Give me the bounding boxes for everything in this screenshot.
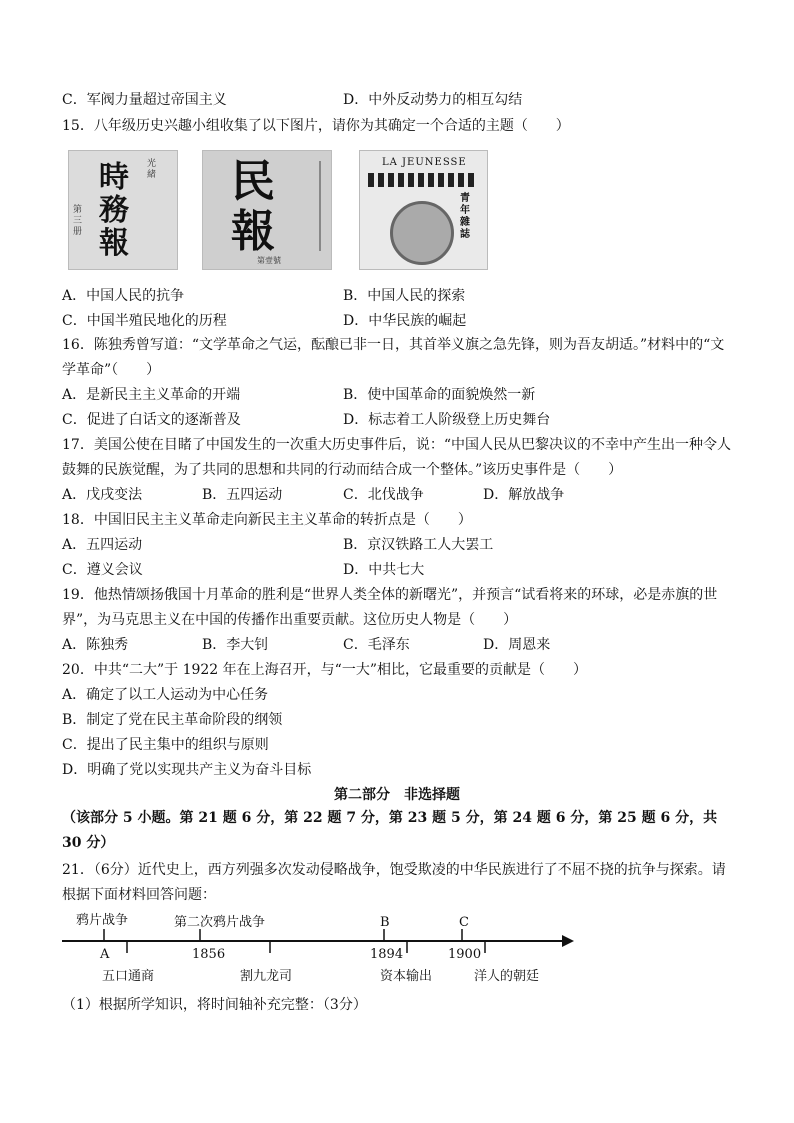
shiwubao-note: 第三册 — [73, 205, 83, 237]
timeline-bottom-3: 洋人的朝廷 — [474, 969, 540, 984]
q16-line1: 16．陈独秀曾写道：“文学革命之气运，酝酿已非一日，其首举义旗之急先锋，则为吾友胡适。”材料中的“文 — [62, 337, 725, 353]
q16-option-a: A．是新民主主义革命的开端 — [62, 387, 241, 403]
shiwubao-side: 光緒 — [147, 159, 157, 180]
timeline-mark-2: 1894 — [370, 947, 404, 962]
q15-stem: 15．八年级历史兴趣小组收集了以下图片，请你为其确定一个合适的主题（ ） — [62, 118, 570, 134]
minbao-note: 第壹號 — [257, 256, 281, 265]
q18-stem: 18．中国旧民主主义革命走向新民主主义革命的转折点是（ ） — [62, 512, 472, 528]
q18-option-b: B．京汉铁路工人大罢工 — [343, 537, 494, 553]
xinqingnian-banner — [368, 173, 478, 187]
timeline-top-0: 鸦片战争 — [76, 913, 129, 928]
minbao-border-line — [319, 161, 321, 251]
q17-line2: 鼓舞的民族觉醒，为了共同的思想和共同的行动而结合成一个整体。”该历史事件是（ ） — [62, 462, 623, 478]
shiwubao-image — [68, 150, 178, 270]
q21-sub1: （1）根据所学知识，将时间轴补充完整：（3分） — [62, 997, 367, 1013]
q18-option-a: A．五四运动 — [62, 537, 143, 553]
q16-option-b: B．使中国革命的面貌焕然一新 — [343, 387, 536, 403]
q14-option-d: D．中外反动势力的相互勾结 — [343, 92, 523, 108]
xinqingnian-subtitle: 青年雜誌 — [460, 193, 470, 240]
q14-option-c: C．军阀力量超过帝国主义 — [62, 92, 227, 108]
q17-option-a: A．戊戌变法 — [62, 487, 143, 503]
q15-option-c: C．中国半殖民地化的历程 — [62, 313, 227, 329]
timeline-mark-0: A — [100, 947, 110, 962]
timeline-bottom-0: 五口通商 — [102, 969, 155, 984]
q19-option-b: B．李大钊 — [202, 637, 269, 653]
q16-option-d: D．标志着工人阶级登上历史舞台 — [343, 412, 551, 428]
timeline-top-1: 第二次鸦片战争 — [174, 915, 266, 930]
shiwubao-title: 時 務 報 — [99, 160, 129, 261]
timeline-top-2: B — [380, 915, 390, 930]
timeline-top-3: C — [459, 915, 469, 930]
xinqingnian-image — [359, 150, 488, 270]
q19-option-d: D．周恩来 — [483, 637, 551, 653]
q20-option-b: B．制定了党在民主革命阶段的纲领 — [62, 712, 283, 728]
q16-line2: 学革命”（ ） — [62, 362, 161, 378]
q20-option-d: D．明确了党以实现共产主义为奋斗目标 — [62, 762, 312, 778]
timeline-bottom-2: 资本输出 — [380, 969, 433, 984]
q19-option-a: A．陈独秀 — [62, 637, 129, 653]
q19-line2: 界”，为马克思主义在中国的传播作出重要贡献。这位历史人物是（ ） — [62, 612, 518, 628]
q17-option-d: D．解放战争 — [483, 487, 565, 503]
minbao-title: 民 報 — [231, 156, 275, 257]
q18-option-d: D．中共七大 — [343, 562, 425, 578]
q20-option-a: A．确定了以工人运动为中心任务 — [62, 687, 269, 703]
timeline-bottom-1: 割九龙司 — [240, 969, 293, 984]
timeline — [62, 905, 582, 985]
q15-option-b: B．中国人民的探索 — [343, 288, 466, 304]
q15-option-d: D．中华民族的崛起 — [343, 313, 467, 329]
q17-line1: 17．美国公使在目睹了中国发生的一次重大历史事件后，说：“中国人民从巴黎决议的不幸中产生出一种令人 — [62, 437, 731, 453]
q20-option-c: C．提出了民主集中的组织与原则 — [62, 737, 269, 753]
q15-option-a: A．中国人民的抗争 — [62, 288, 185, 304]
part2-note: （该部分 5 小题。第 21 题 6 分，第 22 题 7 分，第 23 题 5 分，第 24 题 6 分，第 25 题 6 分，共 30 分） — [62, 810, 718, 851]
portrait-medallion — [390, 201, 454, 265]
timeline-mark-1: 1856 — [192, 947, 226, 962]
q20-stem: 20．中共“二大”于 1922 年在上海召开，与“一大”相比，它最重要的贡献是（ ） — [62, 662, 587, 678]
q21-line1: 21．（6分）近代史上，西方列强多次发动侵略战争，饱受欺凌的中华民族进行了不屈不挠的抗争与探索。请 — [62, 862, 726, 878]
q17-option-b: B．五四运动 — [202, 487, 283, 503]
part2-title: 第二部分 非选择题 — [334, 787, 460, 803]
q17-option-c: C．北伐战争 — [343, 487, 424, 503]
q19-line1: 19．他热情颂扬俄国十月革命的胜利是“世界人类全体的新曙光”，并预言“试看将来的环球，必是赤旗的世 — [62, 587, 718, 603]
xinqingnian-title: LA JEUNESSE — [382, 157, 467, 168]
q21-line2: 根据下面材料回答问题： — [62, 887, 216, 903]
minbao-image — [202, 150, 332, 270]
q18-option-c: C．遵义会议 — [62, 562, 143, 578]
q19-option-c: C．毛泽东 — [343, 637, 410, 653]
q16-option-c: C．促进了白话文的逐渐普及 — [62, 412, 241, 428]
timeline-mark-3: 1900 — [448, 947, 482, 962]
